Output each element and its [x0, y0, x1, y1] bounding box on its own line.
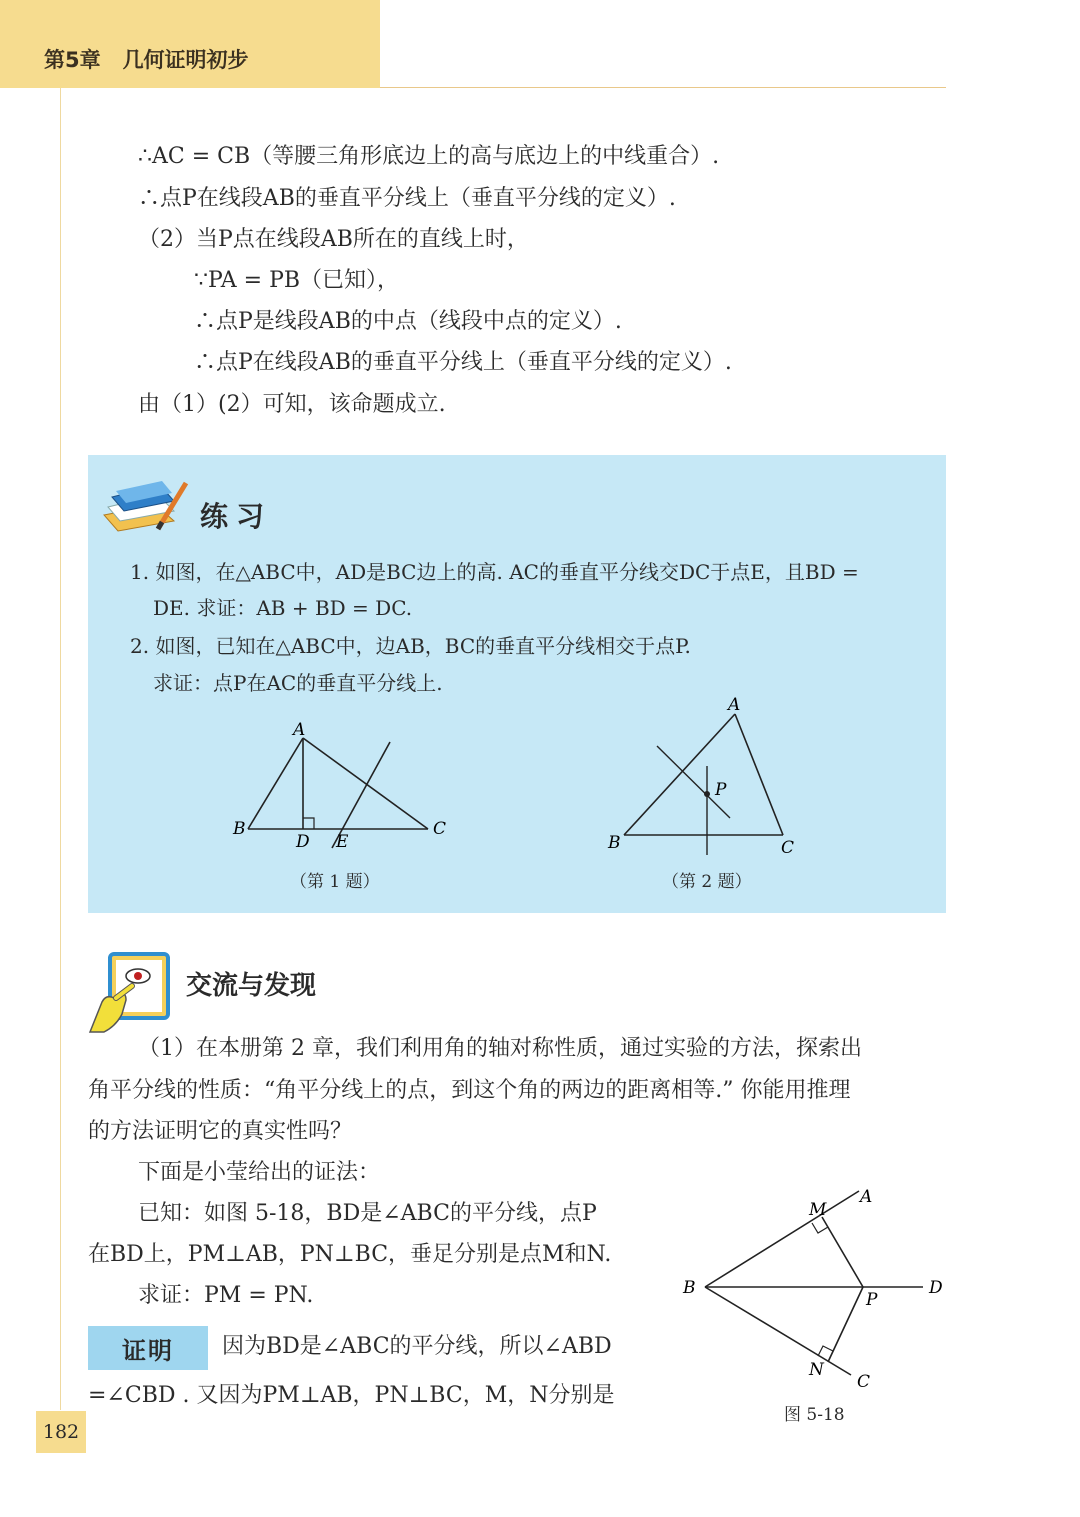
exercise-item-2-cont: 求证：点P在AC的垂直平分线上. — [153, 671, 443, 695]
figure-1 — [225, 715, 460, 855]
proof-line-6: ∴点P在线段AB的垂直平分线上（垂直平分线的定义）. — [194, 350, 732, 375]
segment-AC — [303, 738, 428, 829]
point-P — [704, 791, 710, 797]
figure-5-18-caption: 图 5-18 — [784, 1405, 845, 1425]
segment-AB — [248, 738, 303, 829]
label-B: B — [683, 1278, 696, 1298]
ray-BC — [705, 1287, 851, 1375]
proof-line-5: ∴点P是线段AB的中点（线段中点的定义）. — [194, 309, 622, 334]
segment-AC — [735, 714, 783, 835]
label-D: D — [929, 1278, 943, 1298]
label-B: B — [608, 833, 621, 853]
chapter-number: 第5章 — [44, 48, 101, 72]
header-rule — [380, 87, 946, 88]
label-D: D — [296, 832, 310, 852]
label-C: C — [781, 838, 795, 858]
page-number: 182 — [36, 1411, 86, 1453]
label-E: E — [336, 832, 349, 852]
figure-2 — [600, 690, 810, 860]
ray-BA — [705, 1191, 859, 1287]
label-P: P — [866, 1290, 878, 1310]
proof-line-3: （2）当P点在线段AB所在的直线上时， — [138, 227, 529, 252]
label-A: A — [293, 720, 306, 740]
label-C: C — [857, 1372, 871, 1392]
label-M: M — [809, 1200, 827, 1220]
label-N: N — [809, 1360, 824, 1380]
pointing-hand-eye-icon — [86, 948, 178, 1040]
given-line-2: 在BD上，PM⊥AB，PN⊥BC，垂足分别是点M和N. — [88, 1242, 612, 1267]
margin-rule — [60, 88, 61, 1410]
discussion-line-1: （1）在本册第 2 章，我们利用角的轴对称性质，通过实验的方法，探索出 — [138, 1036, 862, 1061]
label-A: A — [860, 1187, 873, 1207]
label-C: C — [433, 819, 447, 839]
proof-tag: 证明 — [88, 1326, 208, 1370]
label-P: P — [715, 780, 727, 800]
proof-body-line-1: 因为BD是∠ABC的平分线，所以∠ABD — [222, 1334, 612, 1359]
proof-conclusion: 由（1）(2）可知，该命题成立. — [138, 392, 446, 417]
chapter-title: 几何证明初步 — [122, 48, 249, 72]
label-B: B — [233, 819, 246, 839]
exercise-item-2: 2. 如图，已知在△ABC中，边AB，BC的垂直平分线相交于点P. — [130, 634, 691, 658]
discussion-line-3: 的方法证明它的真实性吗？ — [88, 1119, 353, 1144]
figure-2-caption: （第 2 题） — [662, 872, 752, 892]
proof-line-2: ∴点P在线段AB的垂直平分线上（垂直平分线的定义）. — [138, 186, 676, 211]
books-pencil-icon — [98, 475, 190, 539]
segment-AB — [624, 714, 735, 835]
exercise-title: 练习 — [200, 500, 273, 533]
exercise-item-1-cont: DE. 求证：AB + BD = DC. — [153, 596, 413, 620]
exercise-item-1: 1. 如图，在△ABC中，AD是BC边上的高. AC的垂直平分线交DC于点E，且BD = — [130, 560, 859, 584]
label-A: A — [728, 695, 741, 715]
chapter-header — [44, 44, 249, 74]
right-angle-mark — [303, 818, 314, 829]
proof-line-4: ∵PA = PB（已知）， — [194, 268, 400, 293]
discussion-line-2: 角平分线的性质：“角平分线上的点，到这个角的两边的距离相等.” 你能用推理 — [88, 1078, 851, 1103]
proof-line-1: ∴AC = CB（等腰三角形底边上的高与底边上的中线重合）. — [138, 144, 720, 169]
segment-PN — [828, 1287, 863, 1362]
prove-line: 求证：PM = PN. — [138, 1283, 314, 1308]
proof-body-line-2: =∠CBD . 又因为PM⊥AB，PN⊥BC，M，N分别是 — [88, 1383, 615, 1408]
discussion-title: 交流与发现 — [186, 971, 317, 1001]
discussion-line-4: 下面是小莹给出的证法： — [138, 1160, 381, 1185]
figure-5-18 — [675, 1180, 950, 1395]
given-line-1: 已知：如图 5-18，BD是∠ABC的平分线，点P — [138, 1201, 597, 1226]
figure-1-caption: （第 1 题） — [290, 872, 380, 892]
